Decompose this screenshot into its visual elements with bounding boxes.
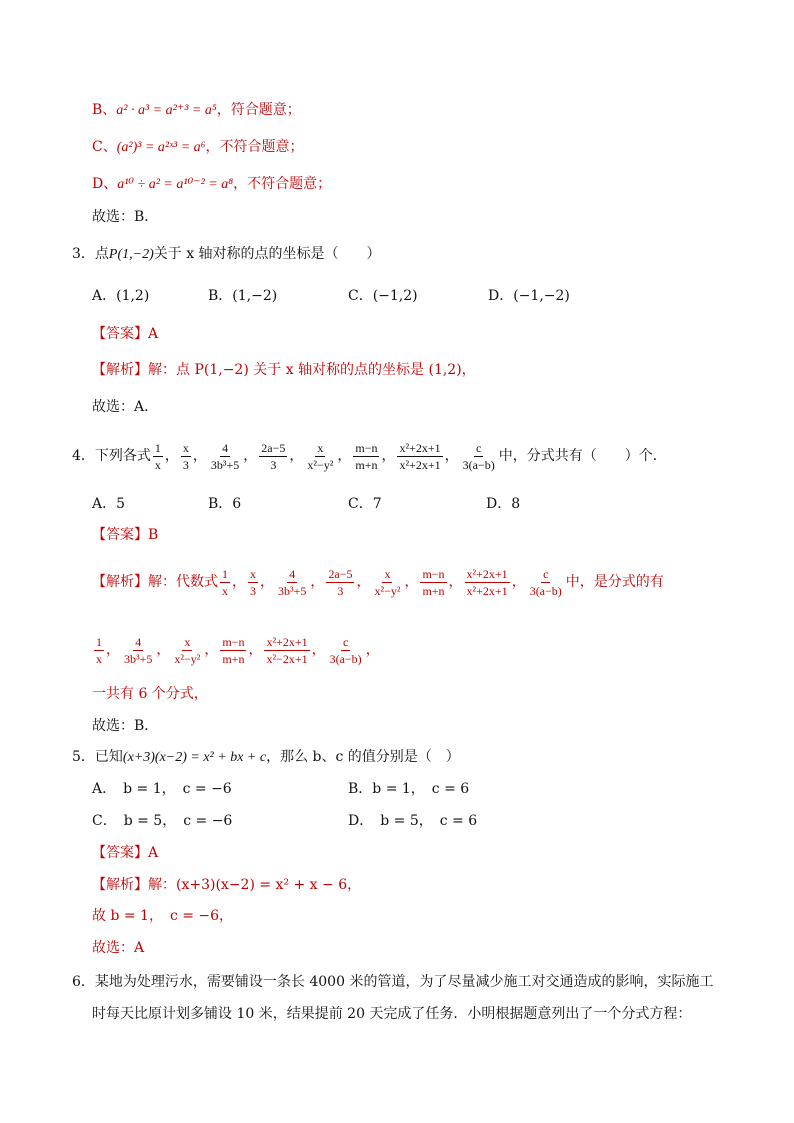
- fraction: [372, 567, 402, 598]
- numerator: 1: [154, 440, 161, 455]
- fraction: [122, 635, 154, 666]
- denominator: 3: [250, 583, 256, 598]
- denominator: 3b³+5: [210, 457, 240, 472]
- numerator: x²+2x+1: [399, 440, 441, 455]
- denominator: 3(a−b): [329, 651, 362, 666]
- q4-option-a: A．5: [92, 496, 126, 512]
- separator: ，: [448, 574, 463, 590]
- separator: ，: [106, 642, 120, 658]
- stem-text: 点: [94, 246, 109, 262]
- numerator: x: [182, 440, 189, 455]
- denominator: 3(a−b): [462, 457, 495, 472]
- denominator: 3: [270, 457, 277, 472]
- separator: ，: [289, 448, 304, 464]
- q5-answer: [92, 843, 158, 863]
- math-expression: (x+3)(x−2) = x² + bx + c: [122, 750, 267, 765]
- q4-option-d: D．8: [486, 496, 521, 512]
- fraction: [420, 567, 446, 598]
- numerator: 4: [135, 634, 142, 649]
- separator: ，: [164, 448, 179, 464]
- separator: ，: [243, 448, 258, 464]
- question-6-line-1: [72, 972, 713, 992]
- separator: ，: [365, 642, 380, 658]
- numerator: c: [475, 440, 482, 455]
- q3-option-a: A．(1,2): [92, 288, 150, 304]
- analysis-label: 【解析】: [92, 362, 148, 378]
- q3-option-d: D．(−1,−2): [488, 288, 570, 304]
- q4-fraction-result: [92, 630, 380, 670]
- q5-option-c: C． b = 5， c = −6: [92, 813, 233, 829]
- math-expression: a¹⁰ ÷ a² = a¹⁰⁻² = a⁸: [117, 177, 234, 192]
- numerator: 2a−5: [328, 566, 353, 581]
- fraction-list: [92, 635, 380, 666]
- stem-text: 中，分式共有（ ）个．: [498, 448, 667, 464]
- numerator: m−n: [422, 566, 445, 581]
- answer-value: A: [148, 845, 159, 861]
- q3-analysis: [92, 360, 476, 380]
- point-expression: P(1,−2): [108, 247, 154, 262]
- fraction: [153, 441, 163, 472]
- denominator: x²−2x+1: [266, 651, 308, 666]
- fraction: [465, 567, 510, 598]
- analysis-text: 解：代数式: [148, 574, 218, 590]
- separator: ，: [192, 448, 207, 464]
- math-expression: (a²)³ = a²ˣ³ = a⁶: [116, 140, 206, 155]
- numerator: c: [342, 634, 349, 649]
- answer-label: 【答案】: [92, 527, 148, 543]
- denominator: m+n: [222, 651, 245, 666]
- stem-text: ，那么 b、c 的值分别是（ ）: [266, 749, 460, 765]
- separator: ，: [248, 642, 263, 658]
- fraction-list: [218, 567, 566, 598]
- verdict-text: ，不符合题意；: [233, 176, 332, 192]
- separator: ，: [404, 574, 419, 590]
- option-head: C、: [92, 139, 117, 155]
- denominator: x²−y²: [174, 651, 201, 666]
- q5-conclusion: 故 b = 1， c = −6，: [92, 908, 234, 924]
- answer-label: 【答案】: [92, 845, 148, 861]
- separator: ，: [444, 448, 459, 464]
- q4-answer: [92, 525, 158, 545]
- fraction: [181, 441, 191, 472]
- solution-line-b: [92, 100, 301, 121]
- question-number: 3．: [72, 246, 95, 262]
- numerator: 1: [222, 566, 228, 581]
- fraction: [461, 441, 497, 472]
- question-number: 4．: [72, 448, 95, 464]
- fraction: [248, 567, 258, 598]
- answer-value: B: [148, 527, 159, 543]
- separator: ，: [232, 574, 246, 590]
- fraction: [259, 441, 287, 472]
- analysis-label: 【解析】: [92, 877, 148, 893]
- solution-line-c: [92, 137, 304, 158]
- q5-choose: 故选：A: [92, 940, 145, 956]
- numerator: x: [317, 440, 324, 455]
- fraction: [353, 441, 379, 472]
- separator: ，: [260, 574, 274, 590]
- q3-choose: 故选：A．: [92, 399, 159, 415]
- q3-option-c: C．(−1,2): [348, 288, 418, 304]
- fraction: [209, 441, 241, 472]
- q5-option-b: B．b = 1， c = 6: [348, 781, 470, 797]
- denominator: 3b³+5: [124, 651, 153, 666]
- fraction: [328, 635, 364, 666]
- numerator: 4: [222, 440, 229, 455]
- analysis-label: 【解析】: [92, 574, 148, 590]
- q5-analysis: [92, 875, 361, 895]
- denominator: 3(a−b): [529, 583, 562, 598]
- stem-text: 下列各式: [94, 448, 151, 464]
- denominator: x²+2x+1: [466, 583, 508, 598]
- answer-label: 【答案】: [92, 326, 148, 342]
- q4-choose: 故选：B．: [92, 718, 159, 734]
- denominator: 3b³+5: [278, 583, 307, 598]
- numerator: 1: [96, 634, 102, 649]
- numerator: m−n: [355, 440, 378, 455]
- q3-option-b: B．(1,−2): [208, 288, 278, 304]
- separator: ，: [310, 574, 325, 590]
- option-head: D、: [92, 176, 118, 192]
- denominator: m+n: [355, 457, 378, 472]
- numerator: x: [250, 566, 256, 581]
- analysis-text: 解：(x+3)(x−2) = x² + x − 6，: [148, 877, 362, 893]
- numerator: x²+2x+1: [466, 566, 508, 581]
- denominator: x²−y²: [374, 583, 401, 598]
- option-head: B、: [92, 102, 117, 118]
- verdict-text: ，符合题意；: [216, 102, 301, 118]
- fraction: [305, 441, 335, 472]
- question-number: 5．: [72, 749, 95, 765]
- fraction: [172, 635, 202, 666]
- q4-option-b: B．6: [208, 496, 242, 512]
- q4-option-c: C．7: [348, 496, 382, 512]
- question-5-stem: [72, 747, 460, 768]
- fraction: [264, 635, 309, 666]
- separator: ，: [381, 448, 396, 464]
- numerator: x²+2x+1: [266, 634, 308, 649]
- denominator: x²+2x+1: [399, 457, 441, 472]
- denominator: m+n: [422, 583, 445, 598]
- numerator: c: [543, 566, 549, 581]
- q5-option-a: A． b = 1， c = −6: [92, 781, 232, 797]
- q4-analysis: [92, 562, 664, 602]
- denominator: 3: [182, 457, 189, 472]
- separator: ，: [156, 642, 171, 658]
- separator: ，: [311, 642, 326, 658]
- separator: ，: [204, 642, 219, 658]
- question-4-stem: [72, 436, 667, 476]
- stem-text: 已知: [94, 749, 123, 765]
- choose-line: 故选：B．: [92, 209, 159, 225]
- denominator: x: [154, 457, 161, 472]
- stem-text: 某地为处理污水，需要铺设一条长 4000 米的管道，为了尽量减少施工对交通造成的影响，实际施工: [94, 974, 714, 990]
- fraction: [276, 567, 308, 598]
- fraction: [220, 567, 230, 598]
- numerator: x: [184, 634, 191, 649]
- numerator: 2a−5: [261, 440, 286, 455]
- verdict-text: ，不符合题意；: [205, 139, 304, 155]
- question-6-line-2: 时每天比原计划多铺设 10 米，结果提前 20 天完成了任务．小明根据题意列出了一个分式方程：: [92, 1006, 692, 1022]
- fraction-list: [151, 441, 499, 472]
- q5-option-d: D． b = 5， c = 6: [348, 813, 478, 829]
- separator: ，: [337, 448, 352, 464]
- separator: ，: [511, 574, 526, 590]
- answer-value: A: [148, 326, 159, 342]
- stem-text: 关于 x 轴对称的点的坐标是（ ）: [153, 246, 381, 262]
- math-expression: a² · a³ = a²⁺³ = a⁵: [116, 103, 217, 118]
- fraction: [528, 567, 564, 598]
- question-3-stem: [72, 244, 381, 265]
- denominator: x: [96, 651, 102, 666]
- numerator: m−n: [222, 634, 245, 649]
- fraction: [94, 635, 104, 666]
- fraction: [326, 567, 354, 598]
- numerator: x: [384, 566, 391, 581]
- fraction: [397, 441, 442, 472]
- separator: ，: [356, 574, 371, 590]
- denominator: x²−y²: [307, 457, 334, 472]
- q4-total: 一共有 6 个分式，: [92, 686, 208, 702]
- numerator: 4: [289, 566, 296, 581]
- denominator: x: [222, 583, 228, 598]
- analysis-text: 解：点 P(1,−2) 关于 x 轴对称的点的坐标是 (1,2)，: [148, 362, 476, 378]
- solution-line-d: [92, 174, 331, 195]
- fraction: [220, 635, 246, 666]
- q3-answer: [92, 324, 158, 344]
- question-number: 6．: [72, 974, 95, 990]
- denominator: 3: [337, 583, 344, 598]
- analysis-text: 中，是分式的有: [565, 574, 664, 590]
